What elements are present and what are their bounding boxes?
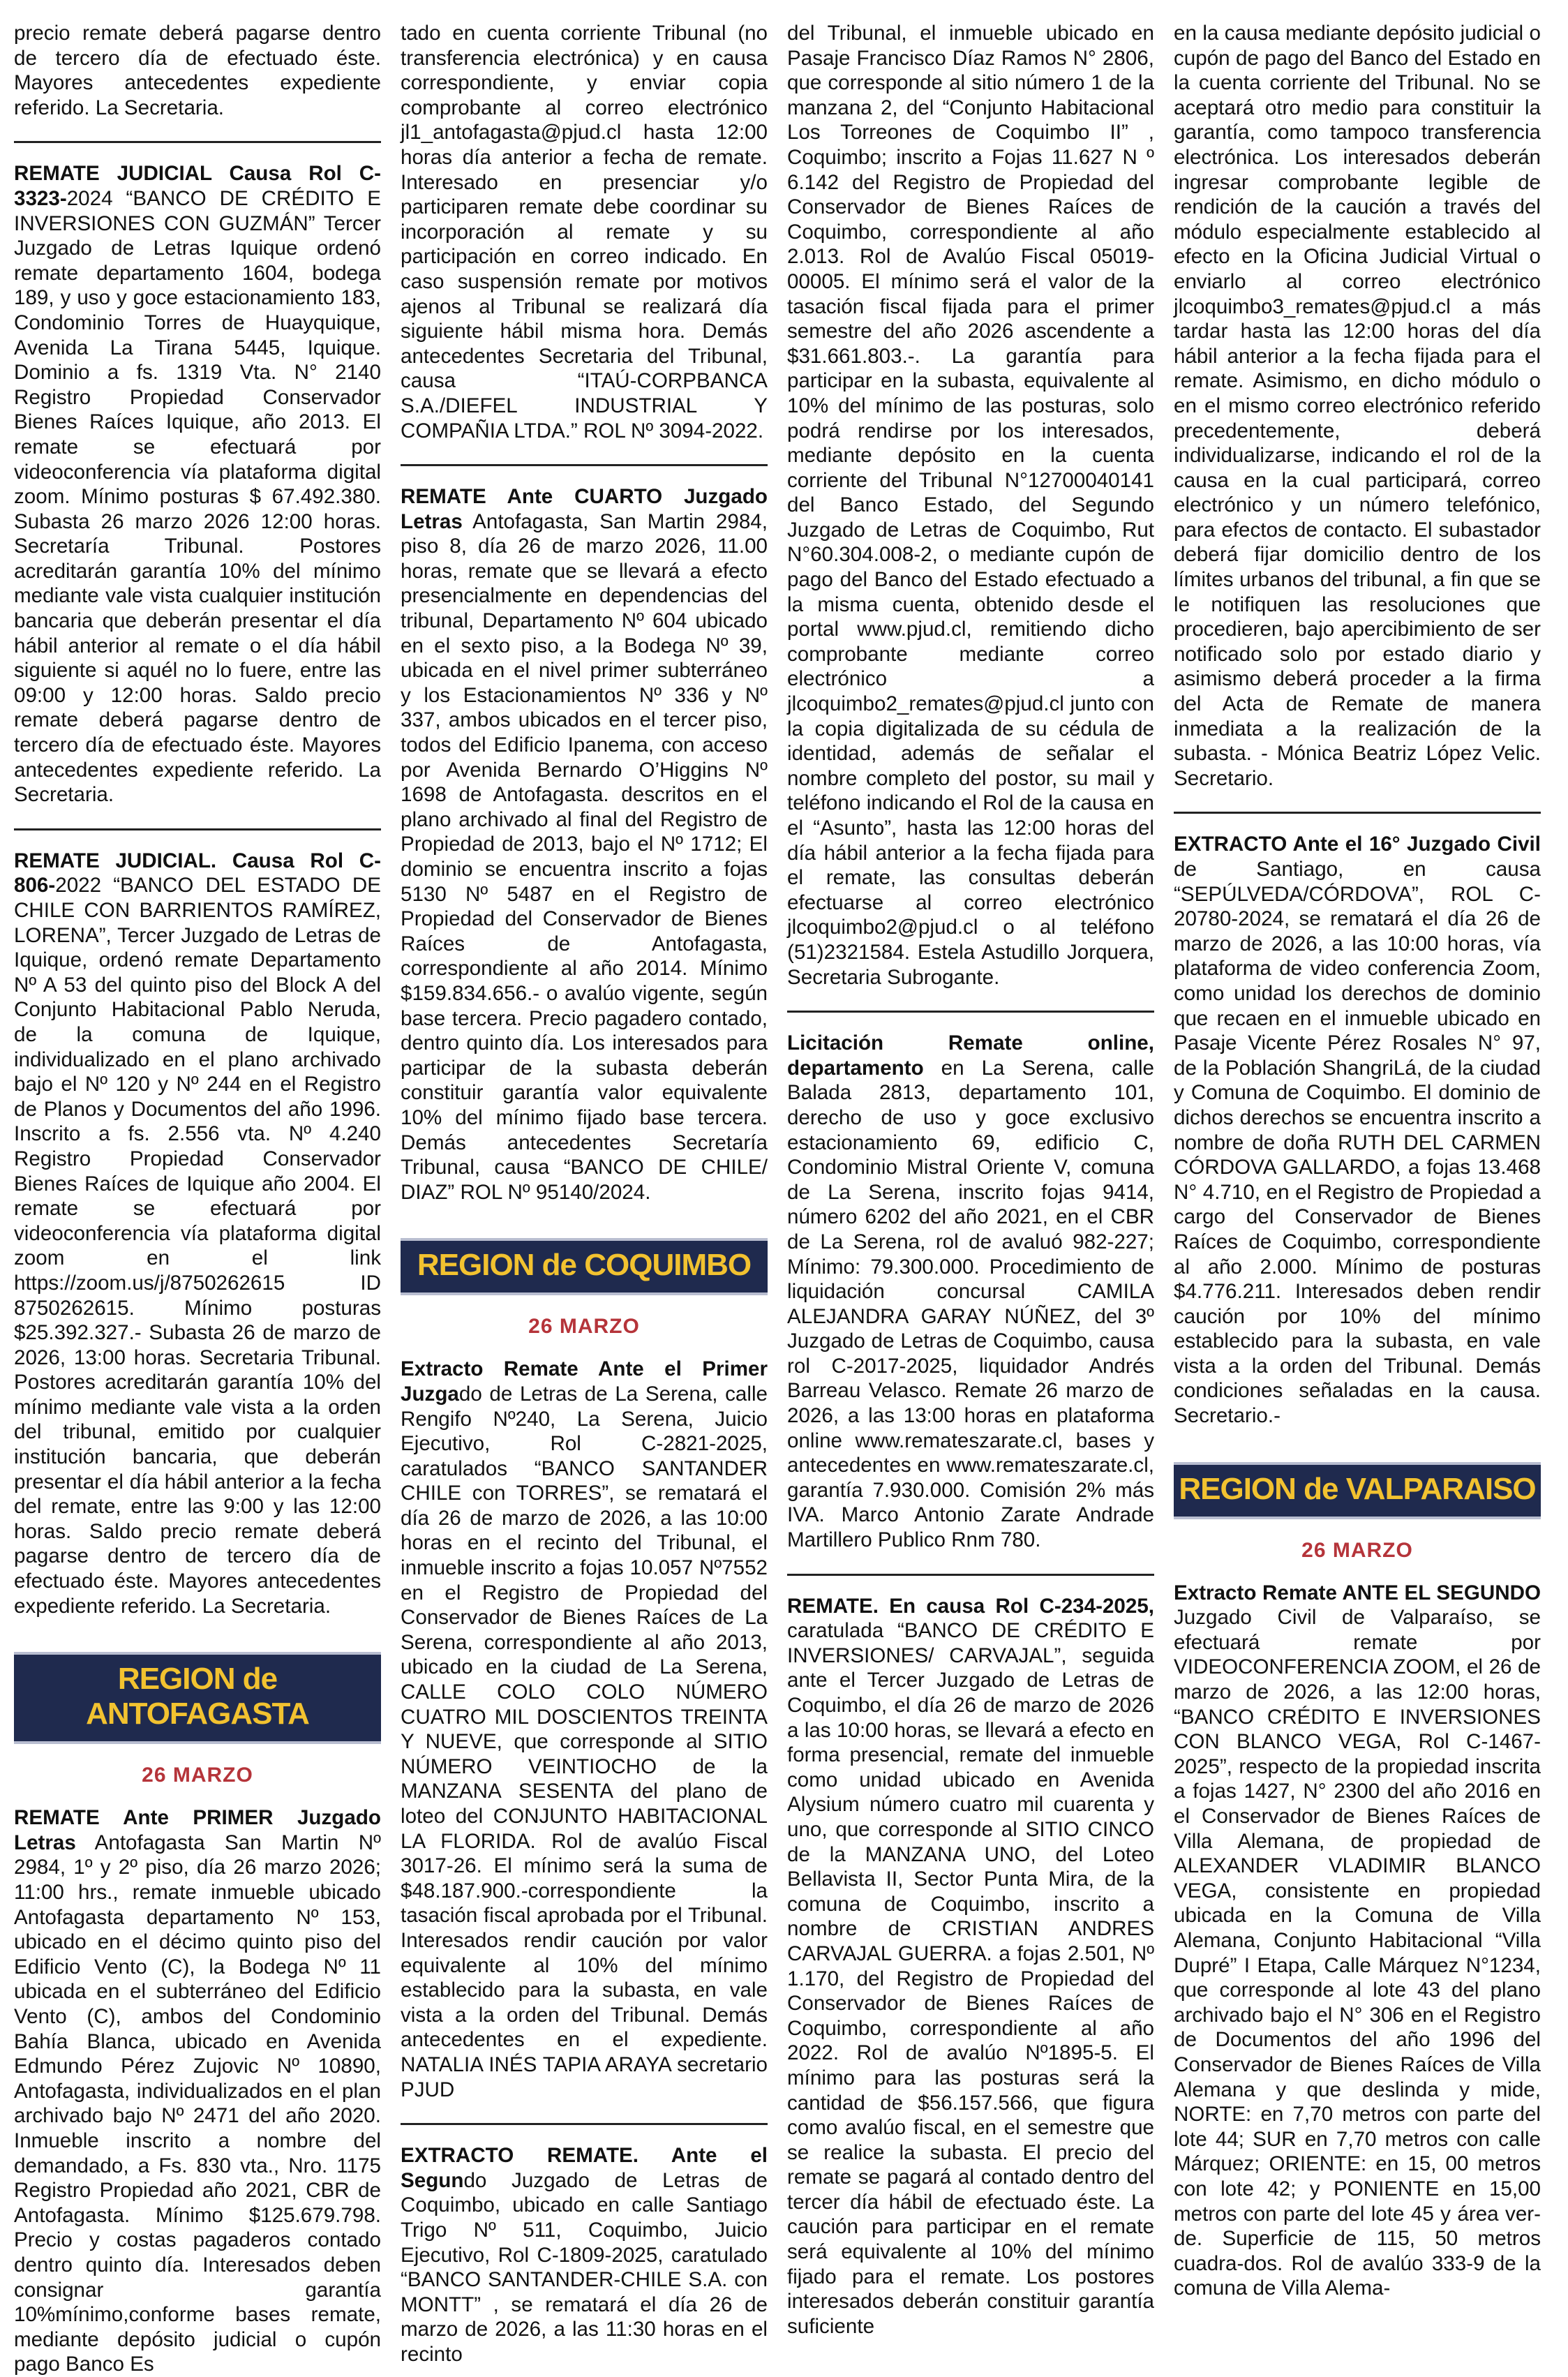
auction-notice xyxy=(14,161,381,807)
auction-notice xyxy=(14,21,381,120)
notice-heading: REMATE Ante CUARTO Juzgado Letras xyxy=(401,485,768,533)
divider-rule xyxy=(14,828,381,830)
notice-body: de Santiago, en causa “SEPÚLVEDA/CÓRDOVA”, ROL C- 20780-2024, se rematará el día 26 de marzo de 2026, a las 10:00 horas, vía plataforma de video conferencia Zoom, como unidad los derechos de dominio que recaen en el inmueble ubicado en Pasaje Vicente Pérez Rosales N° 97, de la Población ShangriLá, de la ciudad y Comuna de Coquimbo. El dominio de dichos derechos se encuentra inscrito a nombre de doña RUTH DEL CARMEN CÓRDOVA GALLARDO, a fojas 13.468 N° 4.710, en el Registro de Propiedad a cargo del Conservador de Bienes Raíces de Coquimbo, correspondiente al año 2.000. Mínimo de posturas $4.776.211. Interesados deben rendir caución por 10% del mínimo establecido para la subasta, en vale vista a la orden del Tribunal. Demás condiciones señaladas en la causa. Secretario.- xyxy=(1174,858,1541,1428)
divider-rule xyxy=(1174,812,1541,814)
auction-notice xyxy=(1174,832,1541,1428)
region-banner: REGION de ANTOFAGASTA xyxy=(14,1652,381,1744)
region-banner: REGION de COQUIMBO xyxy=(401,1238,768,1295)
auction-notice xyxy=(787,21,1154,990)
divider-rule xyxy=(14,141,381,143)
notice-body: Antofagasta San Martin Nº 2984, 1º y 2º piso, día 26 marzo 2026; 11:00 hrs., remate inmueble ubicado Antofagasta departamento Nº 153, ubicado en el décimo quinto piso del Edificio Vento (C), la Bodega Nº 11 ubicada en el subterráneo del Edificio Vento (C), ambos del Condominio Bahía Blanca, ubicado en Avenida Edmundo Pérez Zujovic Nº 10890, Antofagasta, individualizados en el plan archivado bajo Nº 2471 del año 2020. Inmueble inscrito a nombre del demandado, a Fs. 830 vta., Nro. 1175 Registro Propiedad año 2021, CBR de Antofagasta. Mínimo $125.679.798. Precio y costas pagaderos contado dentro quinto día. Interesados deben consignar garantía 10%mínimo,conforme bases remate, mediante depósito judicial o cupón pago Banco Es xyxy=(14,1831,381,2376)
auction-notice xyxy=(14,1805,381,2377)
notice-heading: Extracto Remate ANTE EL SEGUNDO xyxy=(1174,1581,1541,1604)
notice-body: Antofagasta, San Martin 2984, piso 8, día 26 de marzo 2026, 11.00 horas, remate que se llevará a efecto presencialmente en dependencias del tribunal, Departamento Nº 604 ubicado en el sexto piso, a la Bodega Nº 39, ubicada en el nivel primer subterráneo y los Estacionamientos Nº 336 y Nº 337, ambos ubicados en el tercer piso, todos del Edificio Ipanema, con acceso por Avenida Bernardo O’Higgins Nº 1698 de Antofagasta. descritos en el plano archivado al final del Registro de Propiedad de 2013, bajo el Nº 1712; El dominio se encuentra inscrito a fojas 5130 Nº 5487 en el Registro de Propiedad del Conservador de Bienes Raíces de Antofagasta, correspondiente al año 2014. Mínimo $159.834.656.- o avalúo vigente, según base tercera. Precio pagadero contado, dentro quinto día. Los interesados para participar de la subasta deberán constituir garantía valor equivalente 10% del mínimo fijado base tercera. Demás antecedentes Secretaría Tribunal, causa “BANCO DE CHILE/ DIAZ” ROL Nº 95140/2024. xyxy=(401,509,768,1204)
column-4 xyxy=(1174,21,1541,2300)
auction-notice xyxy=(787,1031,1154,1552)
column-3 xyxy=(787,21,1154,2338)
section-date: 26 MARZO xyxy=(528,1315,640,1339)
notice-body: Juzgado Civil de Valparaíso, se efectuará remate por VIDEOCONFERENCIA ZOOM, el 26 de marzo de 2026, a las 12:00 horas, “BANCO CRÉDITO E INVERSIONES CON BLANCO VEGA, Rol C-1467-2025”, respecto de la propiedad inscrita a fojas 1427, N° 2300 del año 2016 en el Conservador de Bienes Raíces de Villa Alemana, de propiedad de ALEXANDER VLADIMIR BLANCO VEGA, consistente en propiedad ubicada en la Comuna de Villa Alemana, Conjunto Habitacional “Villa Dupré” I Etapa, Calle Márquez N°1234, que corresponde al lote 43 del plano archivado bajo el N° 306 en el Registro de Documentos del año 1996 del Conservador de Bienes Raíces de Villa Alemana y que deslinda y mide, NORTE: en 7,70 metros con parte del lote 44; SUR en 7,70 metros con calle Márquez; ORIENTE: en 15, 00 metros con lote 42; y PONIENTE en 15,00 metros con parte del lote 45 y área ver-de. Superficie de 115, 50 metros cuadra-dos. Rol de avalúo 333-9 de la comuna de Villa Alema- xyxy=(1174,1606,1541,2300)
notice-heading: EXTRACTO Ante el 16° Juzgado Civil xyxy=(1174,833,1541,856)
auction-notice xyxy=(1174,21,1541,791)
notice-body: precio remate deberá pagarse dentro de tercero día de efectuado éste. Mayores antecedentes expediente referido. La Secretaria. xyxy=(14,22,381,119)
notice-body: del Tribunal, el inmueble ubicado en Pasaje Francisco Díaz Ramos N° 2806, que corresponde al sitio número 1 de la manzana 2, del “Conjunto Habitacional Los Torreones de Coquimbo II” , Coquimbo; inscrito a Fojas 11.627 N º 6.142 del Registro de Propiedad del Conservador de Bienes Raíces de Coquimbo, correspondiente al año 2.013. Rol de Avalúo Fiscal 05019-00005. El mínimo será el valor de la tasación fiscal fijada para el primer semestre del año 2026 ascendente a $31.661.803.-. La garantía para participar en la subasta, equivalente al 10% del mínimo de las posturas, solo podrá rendirse por los interesados, mediante depósito en la cuenta corriente del Tribunal N°12700040141 del Banco Estado, del Segundo Juzgado de Letras de Coquimbo, Rut N°60.304.008-2, o mediante cupón de pago del Banco del Estado efectuado a la misma cuenta, obtenido desde el portal www.pjud.cl, remitiendo dicho comprobante mediante correo electrónico a jlcoquimbo2_remates@pjud.cl junto con la copia digitalizada de su cédula de identidad, además de señalar el nombre completo del postor, su mail y teléfono indicando el Rol de la causa en el “Asunto”, hasta las 12:00 horas del día hábil anterior a la fecha fijada para el remate, las consultas deberán efectuarse al correo electrónico jlcoquimbo2@pjud.cl o al teléfono (51)2321584. Estela Astudillo Jorquera, Secretaria Subrogante. xyxy=(787,22,1154,989)
auction-notice xyxy=(401,21,768,443)
auction-notice xyxy=(401,484,768,1205)
notice-heading: REMATE Ante PRIMER Juzgado Letras xyxy=(14,1806,381,1854)
notice-body: do Juzgado de Letras de Coquimbo, ubicado en calle Santiago Trigo Nº 511, Coquimbo, Juicio Ejecutivo, Rol C-1809-2025, caratulado “BANCO SANTANDER-CHILE S.A. con MONTT” , se rematará el día 26 de marzo de 2026, a las 11:30 horas en el recinto xyxy=(401,2168,768,2366)
region-banner: REGION de VALPARAISO xyxy=(1174,1462,1541,1519)
auction-notice xyxy=(1174,1581,1541,2301)
auction-notice xyxy=(787,1594,1154,2339)
notice-heading: Extracto Remate Ante el Primer Juzga xyxy=(401,1357,768,1406)
notice-body: 2024 “BANCO DE CRÉDITO E INVERSIONES CON GUZMÁN” Tercer Juzgado de Letras Iquique ordenó remate departamento 1604, bodega 189, y uso y goce estacionamiento 183, Condominio Torres de Huayquique, Avenida La Tirana 5445, Iquique. Dominio a fs. 1319 Vta. N° 2140 Registro Propiedad Conservador Bienes Raíces Iquique, año 2013. El remate se efectuará por videoconferencia vía plataforma digital zoom. Mínimo posturas $ 67.492.380. Subasta 26 marzo 2026 12:00 horas. Secretaría Tribunal. Postores acreditarán garantía 10% del mínimo mediante vale vista cualquier institución bancaria que deberán presentar el día hábil anterior al remate o el día hábil siguiente si aquél no lo fuere, entre las 09:00 y 12:00 horas. Saldo precio remate deberá pagarse dentro de tercero día de efectuado éste. Mayores antecedentes expediente referido. La Secretaria. xyxy=(14,186,381,807)
divider-rule xyxy=(401,2123,768,2125)
divider-rule xyxy=(401,464,768,466)
divider-rule xyxy=(787,1574,1154,1576)
notice-body: en La Serena, calle Balada 2813, departamento 101, derecho de uso y goce exclusivo estacionamiento 69, edificio C, Condominio Mistral Oriente V, comuna de La Serena, inscrito fojas 9414, número 6202 del año 2021, en el CBR de La Serena, rol de avaluó 982-227; Mínimo: 79.300.000. Procedimiento de liquidación concursal CAMILA ALEJANDRA GARAY NÚÑEZ, del 3º Juzgado de Letras de Coquimbo, causa rol C-2017-2025, liquidador Andrés Barreau Velasco. Remate 26 marzo de 2026, a las 13:00 horas en plataforma online www.remateszarate.cl, bases y antecedentes en www.remateszarate.cl, garantía 7.930.000. Comisión 2% más IVA. Marco Antonio Zarate Andrade Martillero Publico Rnm 780. xyxy=(787,1056,1154,1552)
notice-body: caratulada “BANCO DE CRÉDITO E INVERSIONES/ CARVAJAL”, seguida ante el Tercer Juzgado de Letras de Coquimbo, el día 26 de marzo de 2026 a las 10:00 horas, se llevará a efecto en forma presencial, remate del inmueble como unidad ubicado en Avenida Alysium número cuatro mil cuarenta y uno, que corresponde al SITIO CINCO de la MANZANA UNO, del Loteo Bellavista II, Sector Punta Mira, de la comuna de Coquimbo, inscrito a nombre de CRISTIAN ANDRES CARVAJAL GUERRA. a fojas 2.501, Nº 1.170, del Registro de Propiedad del Conservador de Bienes Raíces de Coquimbo, correspondiente al año 2022. Rol de avalúo Nº1895-5. El mínimo para las posturas será la cantidad de $56.157.566, que figura como avalúo fiscal, en el semestre que se realice la subasta. El precio del remate se pagará al contado dentro del tercer día hábil de efectuado éste. La caución para participar en el remate será equivalente al 10% del mínimo fijado para el remate. Los postores interesados deberán constituir garantía suficiente xyxy=(787,1619,1154,2338)
section-date: 26 MARZO xyxy=(1301,1538,1413,1562)
auction-notice xyxy=(14,849,381,1618)
notice-body: do de Letras de La Serena, calle Rengifo Nº240, La Serena, Juicio Ejecutivo, Rol C-2821-2025, caratulados “BANCO SANTANDER CHILE con TORRES”, se rematará el día 26 de marzo de 2026, a las 10:00 horas en el recinto del Tribunal, el inmueble inscrito a fojas 10.057 Nº7552 en el Registro de Propiedad del Conservador de Bienes Raíces de La Serena, correspondiente al año 2013, ubicado en la ciudad de La Serena, CALLE COLO COLO NÚMERO CUATRO MIL DOSCIENTOS TREINTA Y NUEVE, que corresponde al SITIO NÚMERO VEINTIOCHO de la MANZANA SESENTA del plano de loteo del CONJUNTO HABITACIONAL LA FLORIDA. Rol de avalúo Fiscal 3017-26. El mínimo será la suma de $48.187.900.-correspondiente la tasación fiscal aprobada por el Tribunal. Interesados rendir caución por valor equivalente al 10% del mínimo establecido para la subasta, en vale vista a la orden del Tribunal. Demás antecedentes en el expediente. NATALIA INÉS TAPIA ARAYA secretario PJUD xyxy=(401,1382,768,2101)
notice-heading: REMATE JUDICIAL. Causa Rol C-806- xyxy=(14,849,381,897)
auction-notice xyxy=(401,1357,768,2102)
notice-heading: EXTRACTO REMATE. Ante el Segun xyxy=(401,2144,768,2192)
notice-heading: REMATE JUDICIAL Causa Rol C-3323- xyxy=(14,162,381,210)
column-1 xyxy=(14,21,381,2376)
notice-heading: REMATE. En causa Rol C-234-2025, xyxy=(787,1594,1154,1618)
notice-heading: Licitación Remate online, departamento xyxy=(787,1031,1154,1080)
auction-notice xyxy=(401,2143,768,2367)
notice-body: 2022 “BANCO DEL ESTADO DE CHILE CON BARRIENTOS RAMÍREZ, LORENA”, Tercer Juzgado de Letras de Iquique, ordenó remate Departamento Nº A 53 del quinto piso del Block A del Conjunto Habitacional Pablo Neruda, de la comuna de Iquique, individualizado en el plano archivado bajo el Nº 120 y Nº 244 en el Registro de Planos y Documentos del año 1996. Inscrito a fs. 2.556 vta. Nº 4.240 Registro Propiedad Conservador Bienes Raíces de Iquique año 2004. El remate se efectuará por videoconferencia vía plataforma digital zoom en el link https://zoom.us/j/8750262615 ID 8750262615. Mínimo posturas $25.392.327.- Subasta 26 de marzo de 2026, 13:00 horas. Secretaria Tribunal. Postores acreditarán garantía 10% del mínimo mediante vale vista a la orden del tribunal, emitido por cualquier institución bancaria, que deberán presentar el día hábil anterior a la fecha del remate, entre las 9:00 y las 12:00 horas. Saldo precio remate deberá pagarse dentro de tercero día de efectuado éste. Mayores antecedentes expediente referido. La Secretaria. xyxy=(14,874,381,1618)
notice-body: tado en cuenta corriente Tribunal (no transferencia electrónica) y en causa correspondiente, y enviar copia comprobante al correo electrónico jl1_antofagasta@pjud.cl hasta 12:00 horas día anterior a fecha de remate. Interesado en presenciar y/o participaren remate debe coordinar su incorporación al remate y su participación en correo indicado. En caso suspensión remate por motivos ajenos al Tribunal se realizará día siguiente hábil misma hora. Demás antecedentes Secretaria del Tribunal, causa “ITAÚ-CORPBANCA S.A./DIEFEL INDUSTRIAL Y COMPAÑIA LTDA.” ROL Nº 3094-2022. xyxy=(401,22,768,442)
notice-body: en la causa mediante depósito judicial o cupón de pago del Banco del Estado en la cuenta corriente del Tribunal. No se aceptará otro medio para constituir la garantía, como tampoco transferencia electrónica. Los interesados deberán ingresar comprobante legible de rendición de la caución a través del módulo especialmente establecido al efecto en la Oficina Judicial Virtual o enviarlo al correo electrónico jlcoquimbo3_remates@pjud.cl a más tardar hasta las 12:00 horas del día hábil anterior a la fecha fijada para el remate. Asimismo, en dicho módulo o en el mismo correo electrónico referido precedentemente, deberá individualizarse, indicando el rol de la causa en la cual participará, correo electrónico y un número telefónico, para efectos de contacto. El subastador deberá fijar domicilio dentro de los límites urbanos del tribunal, a fin que se le notifiquen las resoluciones que procedieren, bajo apercibimiento de ser notificado solo por estado diario y asimismo deberá proceder a la firma del Acta de Remate de manera inmediata a la realización de la subasta. - Mónica Beatriz López Velic. Secretario. xyxy=(1174,22,1541,790)
column-2 xyxy=(401,21,768,2366)
section-date: 26 MARZO xyxy=(142,1764,253,1787)
divider-rule xyxy=(787,1011,1154,1013)
